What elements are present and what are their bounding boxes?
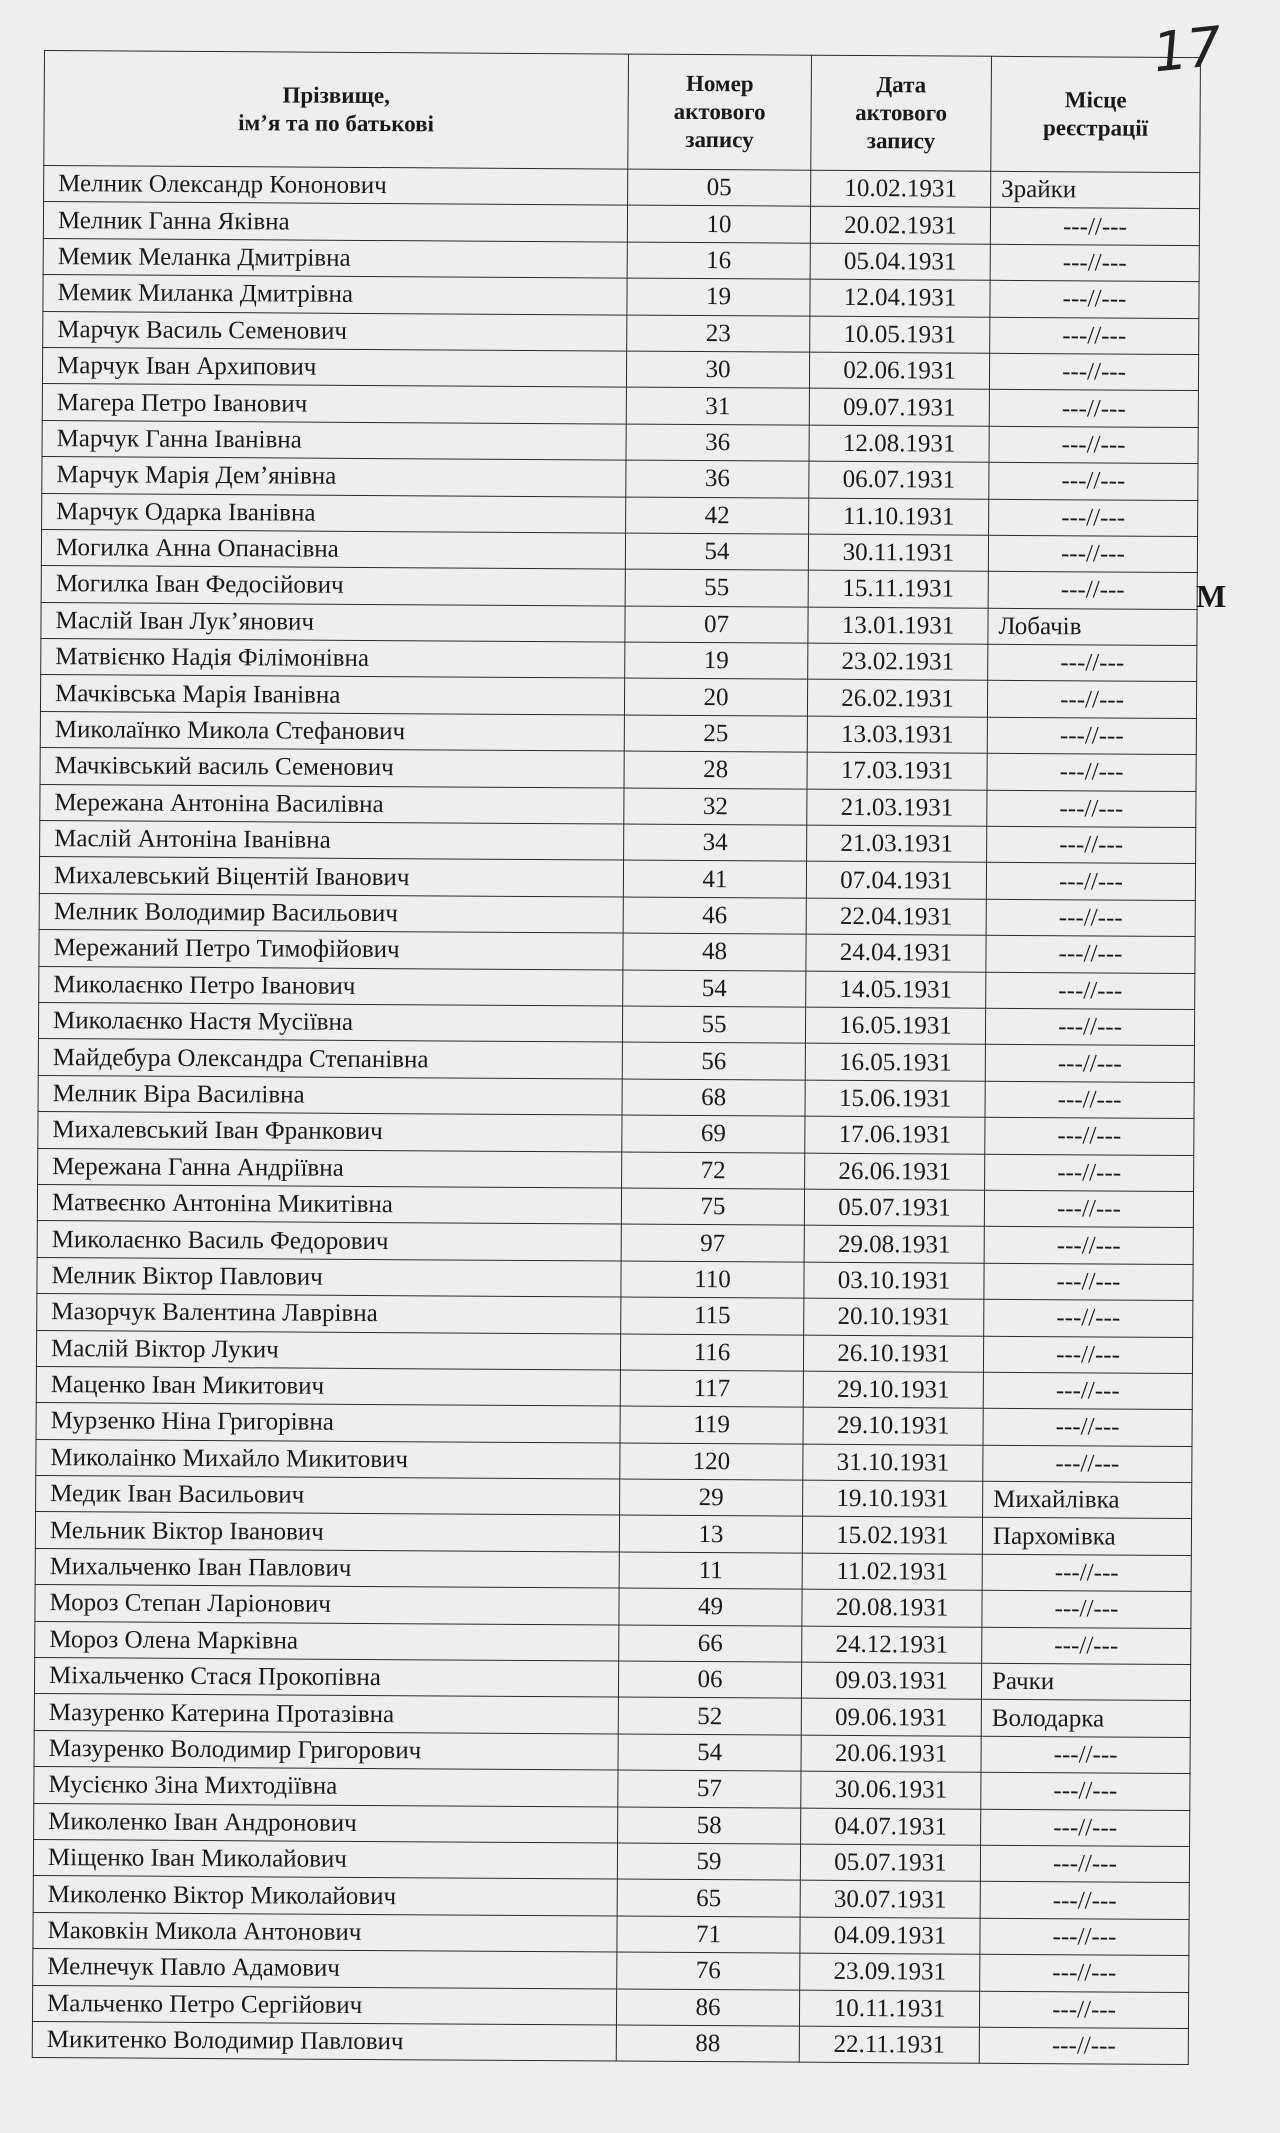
cell-record-number: 20: [624, 679, 807, 717]
cell-record-date: 23.09.1931: [800, 1953, 980, 1990]
cell-name: Марчук Василь Семенович: [43, 311, 627, 351]
cell-record-number: 116: [620, 1334, 803, 1372]
cell-record-number: 30: [626, 351, 809, 389]
cell-record-number: 19: [627, 278, 810, 316]
cell-name: Мережана Антоніна Василівна: [40, 784, 624, 824]
cell-record-number: 55: [622, 1006, 805, 1044]
cell-name: Мережана Ганна Андріївна: [38, 1148, 622, 1188]
cell-registration-place: Лобачів: [988, 608, 1197, 646]
cell-record-number: 41: [623, 860, 806, 898]
cell-registration-place: ---//---: [984, 1299, 1193, 1337]
cell-record-number: 34: [624, 824, 807, 862]
cell-record-date: 20.06.1931: [801, 1735, 981, 1772]
cell-name: Миколенко Віктор Миколайович: [33, 1876, 617, 1916]
cell-record-date: 09.07.1931: [809, 389, 989, 426]
cell-name: Міщенко Іван Миколайович: [33, 1839, 617, 1879]
cell-registration-place: ---//---: [990, 208, 1199, 246]
cell-record-number: 10: [627, 205, 810, 243]
cell-record-date: 09.06.1931: [801, 1699, 981, 1736]
cell-record-number: 75: [621, 1188, 804, 1226]
cell-name: Микитенко Володимир Павлович: [32, 2021, 616, 2061]
cell-registration-place: ---//---: [983, 1445, 1192, 1483]
cell-record-number: 46: [623, 897, 806, 935]
cell-registration-place: Михайлівка: [983, 1481, 1192, 1519]
cell-name: Мазуренко Катерина Протазівна: [34, 1694, 618, 1734]
cell-record-date: 06.07.1931: [809, 461, 989, 498]
cell-name: Магера Петро Іванович: [42, 384, 626, 424]
cell-registration-place: ---//---: [988, 572, 1197, 610]
cell-record-date: 30.06.1931: [801, 1771, 981, 1808]
cell-name: Міхальченко Стася Прокопівна: [34, 1657, 618, 1697]
cell-record-date: 20.10.1931: [804, 1298, 984, 1335]
cell-record-date: 10.02.1931: [811, 170, 991, 207]
side-letter-marker: М: [1196, 578, 1227, 614]
cell-name: Маковкін Микола Антонович: [33, 1912, 617, 1952]
cell-record-number: 57: [618, 1770, 801, 1808]
cell-registration-place: ---//---: [987, 790, 1196, 828]
cell-registration-place: ---//---: [987, 681, 1196, 719]
cell-name: Маслій Іван Лук’янович: [41, 602, 625, 642]
cell-record-number: 23: [627, 315, 810, 353]
cell-record-number: 119: [620, 1406, 803, 1444]
header-record-number: Номер актового запису: [628, 54, 812, 170]
cell-registration-place: ---//---: [989, 462, 1198, 500]
cell-record-number: 49: [619, 1588, 802, 1626]
cell-name: Мелник Володимир Васильович: [39, 893, 623, 933]
cell-registration-place: ---//---: [981, 1736, 1190, 1774]
cell-name: Миколаінко Михайло Микитович: [36, 1439, 620, 1479]
cell-registration-place: ---//---: [986, 972, 1195, 1010]
cell-record-date: 11.10.1931: [809, 498, 989, 535]
cell-registration-place: ---//---: [980, 1954, 1189, 1992]
cell-record-number: 48: [623, 933, 806, 971]
cell-record-number: 06: [618, 1661, 801, 1699]
cell-name: Мережаний Петро Тимофійович: [39, 930, 623, 970]
cell-name: Михалевський Віцентій Іванович: [39, 857, 623, 897]
cell-record-date: 19.10.1931: [803, 1480, 983, 1517]
cell-name: Матвієнко Надія Філімонівна: [41, 639, 625, 679]
cell-record-number: 110: [621, 1261, 804, 1299]
cell-registration-place: ---//---: [983, 1336, 1192, 1374]
cell-record-date: 05.04.1931: [810, 243, 990, 280]
cell-registration-place: ---//---: [985, 1117, 1194, 1155]
cell-registration-place: ---//---: [979, 2027, 1188, 2065]
cell-name: Мачківський василь Семенович: [40, 748, 624, 788]
cell-registration-place: ---//---: [990, 244, 1199, 282]
cell-name: Мурзенко Ніна Григорівна: [36, 1403, 620, 1443]
cell-record-date: 20.02.1931: [810, 207, 990, 244]
cell-registration-place: ---//---: [990, 317, 1199, 355]
cell-name: Мельник Віктор Іванович: [35, 1512, 619, 1552]
cell-record-date: 04.09.1931: [800, 1917, 980, 1954]
cell-registration-place: ---//---: [985, 1081, 1194, 1119]
cell-name: Маценко Іван Микитович: [36, 1366, 620, 1406]
cell-record-number: 115: [621, 1297, 804, 1335]
cell-registration-place: Зрайки: [991, 171, 1200, 209]
cell-name: Мелник Віра Василівна: [38, 1075, 622, 1115]
cell-record-date: 13.01.1931: [808, 607, 988, 644]
table-header-row: [44, 51, 1201, 173]
cell-record-date: 21.03.1931: [807, 825, 987, 862]
cell-registration-place: ---//---: [986, 863, 1195, 901]
cell-name: Мальченко Петро Сергійович: [32, 1985, 616, 2025]
cell-registration-place: ---//---: [987, 717, 1196, 755]
cell-record-number: 42: [626, 497, 809, 535]
cell-record-date: 15.11.1931: [808, 570, 988, 607]
cell-record-date: 03.10.1931: [804, 1262, 984, 1299]
cell-record-date: 22.11.1931: [799, 2026, 979, 2063]
cell-record-date: 30.11.1931: [808, 534, 988, 571]
cell-record-date: 15.06.1931: [805, 1080, 985, 1117]
cell-record-number: 28: [624, 751, 807, 789]
cell-record-date: 29.10.1931: [803, 1407, 983, 1444]
cell-record-date: 13.03.1931: [807, 716, 987, 753]
cell-record-number: 71: [617, 1916, 800, 1954]
cell-record-number: 36: [626, 424, 809, 462]
cell-registration-place: ---//---: [985, 1154, 1194, 1192]
cell-name: Марчук Марія Дем’янівна: [42, 457, 626, 497]
cell-registration-place: ---//---: [989, 499, 1198, 537]
cell-record-date: 30.07.1931: [800, 1881, 980, 1918]
cell-record-date: 31.10.1931: [803, 1444, 983, 1481]
cell-name: Миколаєнко Василь Федорович: [37, 1221, 621, 1261]
cell-record-date: 16.05.1931: [805, 1044, 985, 1081]
cell-record-number: 13: [619, 1515, 802, 1553]
cell-record-date: 12.08.1931: [809, 425, 989, 462]
cell-registration-place: ---//---: [984, 1227, 1193, 1265]
cell-record-number: 86: [616, 1989, 799, 2027]
cell-name: Миколенко Іван Андронович: [34, 1803, 618, 1843]
cell-record-date: 05.07.1931: [800, 1844, 980, 1881]
cell-record-date: 29.08.1931: [804, 1225, 984, 1262]
cell-record-date: 02.06.1931: [809, 352, 989, 389]
cell-record-number: 72: [622, 1152, 805, 1190]
cell-name: Мачківська Марія Іванівна: [40, 675, 624, 715]
cell-record-number: 68: [622, 1079, 805, 1117]
cell-record-number: 07: [625, 606, 808, 644]
cell-name: Мазорчук Валентина Лаврівна: [37, 1294, 621, 1334]
cell-registration-place: Володарка: [981, 1700, 1190, 1738]
cell-record-date: 24.12.1931: [802, 1626, 982, 1663]
cell-name: Мелнечук Павло Адамович: [33, 1949, 617, 1989]
cell-registration-place: ---//---: [985, 1045, 1194, 1083]
cell-registration-place: ---//---: [982, 1627, 1191, 1665]
cell-name: Марчук Одарка Іванівна: [42, 493, 626, 533]
registry-table: [32, 50, 1201, 2065]
cell-record-date: 26.02.1931: [807, 680, 987, 717]
cell-registration-place: ---//---: [989, 353, 1198, 391]
cell-registration-place: ---//---: [980, 1882, 1189, 1920]
cell-record-number: 54: [623, 970, 806, 1008]
cell-registration-place: ---//---: [980, 1845, 1189, 1883]
cell-record-date: 26.06.1931: [805, 1153, 985, 1190]
cell-record-date: 14.05.1931: [806, 971, 986, 1008]
cell-record-number: 29: [620, 1479, 803, 1517]
cell-record-number: 36: [626, 460, 809, 498]
header-name: Прізвище, ім’я та по батькові: [44, 51, 629, 170]
cell-name: Могилка Іван Федосійович: [41, 566, 625, 606]
cell-record-date: 24.04.1931: [806, 934, 986, 971]
cell-record-number: 65: [617, 1879, 800, 1917]
cell-record-date: 10.11.1931: [799, 1990, 979, 2027]
cell-name: Миколаєнко Настя Мусіївна: [38, 1002, 622, 1042]
cell-record-number: 59: [617, 1843, 800, 1881]
cell-registration-place: ---//---: [982, 1554, 1191, 1592]
cell-record-number: 66: [619, 1625, 802, 1663]
cell-registration-place: ---//---: [983, 1409, 1192, 1447]
cell-record-number: 25: [624, 715, 807, 753]
table-row: [32, 2021, 1188, 2064]
cell-name: Мелник Ганна Яківна: [43, 202, 627, 242]
cell-record-number: 52: [618, 1697, 801, 1735]
cell-record-date: 04.07.1931: [801, 1808, 981, 1845]
cell-record-date: 26.10.1931: [803, 1335, 983, 1372]
cell-record-number: 55: [625, 569, 808, 607]
cell-registration-place: ---//---: [984, 1263, 1193, 1301]
cell-registration-place: ---//---: [983, 1372, 1192, 1410]
cell-registration-place: ---//---: [979, 1991, 1188, 2029]
cell-record-number: 120: [620, 1443, 803, 1481]
cell-record-number: 05: [628, 169, 811, 207]
cell-name: Майдебура Олександра Степанівна: [38, 1039, 622, 1079]
cell-record-number: 19: [625, 642, 808, 680]
cell-name: Мемик Меланка Дмитрівна: [43, 238, 627, 278]
cell-record-number: 97: [621, 1224, 804, 1262]
cell-registration-place: ---//---: [981, 1772, 1190, 1810]
cell-record-date: 10.05.1931: [810, 316, 990, 353]
cell-registration-place: ---//---: [989, 390, 1198, 428]
cell-record-date: 15.02.1931: [802, 1517, 982, 1554]
page-number: 17: [1150, 14, 1226, 85]
cell-record-date: 29.10.1931: [803, 1371, 983, 1408]
cell-registration-place: ---//---: [988, 644, 1197, 682]
cell-name: Михальченко Іван Павлович: [35, 1548, 619, 1588]
cell-name: Мусієнко Зіна Михтодіївна: [34, 1767, 618, 1807]
cell-record-date: 17.06.1931: [805, 1116, 985, 1153]
cell-registration-place: ---//---: [988, 535, 1197, 573]
cell-name: Миколаїнко Микола Стефанович: [40, 711, 624, 751]
cell-name: Мороз Степан Ларіонович: [35, 1585, 619, 1625]
cell-record-date: 09.03.1931: [801, 1662, 981, 1699]
cell-record-date: 21.03.1931: [807, 789, 987, 826]
cell-name: Маслій Антоніна Іванівна: [40, 821, 624, 861]
header-registration-place: Місце реєстрації: [991, 56, 1201, 172]
cell-record-date: 23.02.1931: [808, 643, 988, 680]
cell-record-number: 58: [618, 1807, 801, 1845]
cell-registration-place: ---//---: [984, 1190, 1193, 1228]
cell-record-date: 11.02.1931: [802, 1553, 982, 1590]
cell-name: Мазуренко Володимир Григорович: [34, 1730, 618, 1770]
cell-name: Маслій Віктор Лукич: [36, 1330, 620, 1370]
cell-registration-place: ---//---: [987, 754, 1196, 792]
cell-name: Марчук Іван Архипович: [42, 347, 626, 387]
cell-name: Мелник Олександр Кононович: [44, 166, 628, 206]
cell-record-date: 05.07.1931: [804, 1189, 984, 1226]
cell-name: Мороз Олена Марківна: [35, 1621, 619, 1661]
cell-record-date: 22.04.1931: [806, 898, 986, 935]
cell-record-date: 20.08.1931: [802, 1589, 982, 1626]
cell-name: Мемик Миланка Дмитрівна: [43, 275, 627, 315]
cell-registration-place: Пархомівка: [982, 1518, 1191, 1556]
cell-name: Марчук Ганна Іванівна: [42, 420, 626, 460]
cell-registration-place: ---//---: [981, 1809, 1190, 1847]
cell-record-number: 54: [618, 1734, 801, 1772]
cell-record-number: 69: [622, 1115, 805, 1153]
cell-record-number: 31: [626, 387, 809, 425]
cell-record-number: 76: [617, 1952, 800, 1990]
cell-record-date: 12.04.1931: [810, 279, 990, 316]
cell-record-number: 32: [624, 788, 807, 826]
cell-registration-place: ---//---: [987, 826, 1196, 864]
cell-record-number: 11: [619, 1552, 802, 1590]
cell-record-number: 56: [622, 1042, 805, 1080]
cell-name: Михалевський Іван Франкович: [38, 1112, 622, 1152]
cell-registration-place: ---//---: [990, 280, 1199, 318]
cell-record-date: 07.04.1931: [806, 862, 986, 899]
cell-record-number: 117: [620, 1370, 803, 1408]
cell-registration-place: ---//---: [985, 1008, 1194, 1046]
cell-registration-place: Рачки: [981, 1663, 1190, 1701]
cell-name: Миколаєнко Петро Іванович: [39, 966, 623, 1006]
cell-record-number: 16: [627, 242, 810, 280]
cell-record-number: 54: [625, 533, 808, 571]
table-body: [32, 166, 1200, 2065]
cell-name: Медик Іван Васильович: [36, 1476, 620, 1516]
cell-registration-place: ---//---: [989, 426, 1198, 464]
cell-name: Мелник Віктор Павлович: [37, 1257, 621, 1297]
cell-record-date: 17.03.1931: [807, 752, 987, 789]
cell-record-number: 88: [616, 2025, 799, 2063]
cell-registration-place: ---//---: [986, 899, 1195, 937]
cell-registration-place: ---//---: [982, 1590, 1191, 1628]
header-record-date: Дата актового запису: [811, 55, 992, 171]
cell-registration-place: ---//---: [980, 1918, 1189, 1956]
cell-name: Могилка Анна Опанасівна: [41, 529, 625, 569]
cell-record-date: 16.05.1931: [805, 1007, 985, 1044]
cell-registration-place: ---//---: [986, 935, 1195, 973]
cell-name: Матвеєнко Антоніна Микитівна: [37, 1184, 621, 1224]
